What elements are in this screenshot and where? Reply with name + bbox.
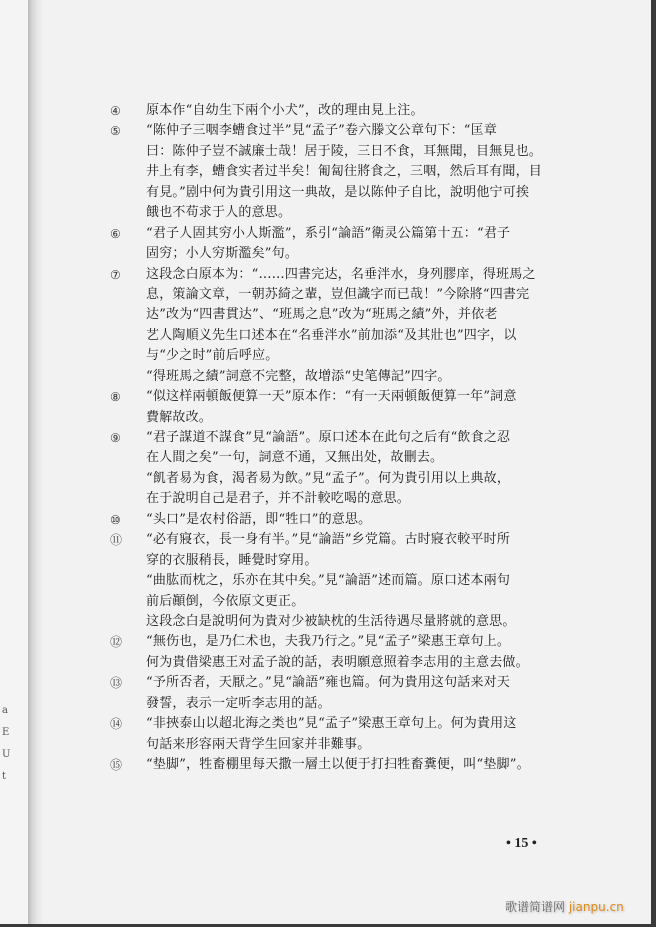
footnote-marker: ⑧ [110, 390, 121, 405]
footnote-text: 在于說明自己是君子，并不計較吃喝的意思。 [146, 491, 411, 507]
book-gutter-shadow [28, 0, 42, 927]
footnote-text: 發誓，表示一定听李志用的話。 [146, 695, 331, 711]
footnote-text: 曰：陈仲子豈不誠廉士哉！居于陵，三日不食，耳無聞，目無見也。 [146, 143, 543, 159]
footnote-text: 餓也不苟求于人的意思。 [146, 205, 292, 221]
footnote-text: 穿的衣服稍長，睡覺时穿用。 [146, 552, 318, 568]
footnote-line-first [110, 265, 580, 285]
footnote-marker: ⑤ [110, 124, 121, 139]
footnote-text: “垫脚”，牲畜棚里每天撒一層土以便于打扫牲畜糞便，叫“垫脚”。 [146, 757, 530, 772]
footnote-text: “君子謀道不謀食”見“論語”。原口述本在此句之后有“飲食之忍 [146, 430, 511, 445]
footnote-marker: ⑦ [110, 267, 121, 282]
footnotes-list [110, 101, 580, 775]
footnote-text: 在人間之矣”一句，詞意不通，又無出处，故刪去。 [146, 450, 444, 466]
footnote-marker: ⑮ [110, 758, 123, 772]
footnote-text: “曲肱而枕之，乐亦在其中矣。”見“論語”述而篇。原口述本兩句 [146, 573, 511, 589]
footnote-text: 前后顚倒，今依原文更正。 [146, 593, 305, 609]
footnote-text: 原本作“自幼生下兩个小犬”，改的理由見上注。 [146, 103, 424, 118]
footnote-line [110, 694, 580, 714]
footnote-line [110, 489, 580, 509]
footnote-text: 有見。”剧中何为貴引用这一典故，是以陈仲子自比，說明他宁可挨 [146, 184, 530, 200]
footnote-marker: ⑪ [110, 533, 123, 548]
footnote-marker: ④ [110, 104, 121, 118]
footnote-line-first [110, 387, 580, 407]
footnote-marker: ⑩ [110, 512, 121, 527]
footnote-line-first [110, 121, 580, 141]
footnote-line-first [110, 224, 580, 244]
footnote-line [110, 571, 580, 591]
footnote-text: 这段念白原本为：“……四書完达，名垂泮水，身列膠庠，得班馬之 [146, 266, 536, 282]
footnote-text: 达”改为“四書貫达”、“班馬之息”改为“班馬之績”外，并依老 [146, 307, 498, 323]
footnote-text: 这段念白是說明何为貴对少被缺枕的生活待遇尽量將就的意思。 [146, 613, 516, 629]
footnote-line [110, 326, 580, 346]
bleed-glyph: t [2, 771, 7, 782]
footnote-text: “头口”是农村俗語，即“牲口”的意思。 [146, 511, 372, 527]
footnote-line [110, 592, 580, 612]
footnote-marker: ⑫ [110, 635, 123, 650]
footnote-text: 何为貴借梁惠王对孟子說的話，表明願意照着李志用的主意去做。 [146, 654, 529, 670]
footnote-line [110, 612, 580, 632]
footnote-line [110, 346, 580, 366]
footnote-text: “君子人固其穷小人斯濫”，系引“論語”衛灵公篇第十五：“君子 [146, 225, 511, 241]
bleed-glyph: a [2, 705, 8, 716]
footnote-line [110, 183, 580, 203]
footnote-line [110, 448, 580, 468]
footnote-line-first [110, 632, 580, 652]
adjacent-page-fragments [2, 700, 12, 788]
footnote-text: “非挾泰山以超北海之类也”見“孟子”梁惠王章句上。何为貴用这 [146, 716, 517, 732]
footnote-text: 息，策論文章，一朝苏綺之輩，豈但識字而已哉！”今除將“四書完 [146, 286, 530, 302]
footnote-text: “必有寢衣，長一身有半。”見“論語”乡党篇。古时寢衣較平时所 [146, 532, 511, 548]
bleed-glyph: U [2, 749, 11, 760]
footnote-line [110, 162, 580, 182]
footnote-line [110, 285, 580, 305]
footnote-line-first [110, 714, 580, 734]
footnote-line-first [110, 510, 580, 530]
footnote-line [110, 735, 580, 755]
watermark-site: jianpu.cn [568, 900, 624, 914]
footnote-line [110, 408, 580, 428]
footnote-line [110, 305, 580, 325]
page-number: • 15 • [506, 836, 537, 851]
footnote-text: 与“少之时”前后呼应。 [146, 348, 279, 364]
footnote-marker: ⑭ [110, 717, 123, 732]
footnote-line [110, 551, 580, 571]
footnote-text: “陈仲子三咽李螬食过半”見“孟子”卷六滕文公章句下：“匡章 [146, 123, 498, 139]
footnote-line [110, 653, 580, 673]
footnote-line [110, 244, 580, 264]
footnote-line-first [110, 101, 580, 121]
footnote-marker: ⑥ [110, 226, 121, 241]
footnote-line-first [110, 428, 580, 448]
footnote-marker: ⑨ [110, 431, 121, 445]
footnote-text: “飢者易为食，渴者易为飲。”見“孟子”。何为貴引用以上典故， [146, 470, 511, 486]
footnote-text: “似这样兩頓飯便算一天”原本作：“有一天兩頓飯便算一年”詞意 [146, 389, 517, 405]
footnote-text: 艺人陶順义先生口述本在“名垂泮水”前加添“及其壯也”四字，以 [146, 327, 517, 343]
footnote-text: “予所否者，天厭之。”見“論語”雍也篇。何为貴用这句話来对天 [146, 675, 511, 691]
footnote-text: 井上有李，螬食实者过半矣！匍匐往將食之，三咽，然后耳有聞，目 [146, 164, 543, 180]
footnote-line-first [110, 530, 580, 550]
footnote-text: “得班馬之績”詞意不完整，故增添“史笔傳記”四字。 [146, 368, 451, 384]
footnote-line-first [110, 755, 580, 775]
scan-edge-right [651, 0, 656, 927]
footnote-text: 固穷；小人穷斯濫矣”句。 [146, 246, 299, 262]
bleed-glyph: E [2, 727, 10, 738]
footnote-line-first [110, 673, 580, 693]
footnote-marker: ⑬ [110, 676, 123, 691]
footnote-line [110, 367, 580, 387]
footnote-line [110, 142, 580, 162]
footnote-text: “無伤也，是乃仁术也，夫我乃行之。”見“孟子”梁惠王章句上。 [146, 634, 511, 650]
footnote-line [110, 469, 580, 489]
footnote-line [110, 203, 580, 223]
footnote-text: 費解故改。 [146, 409, 213, 425]
watermark-label: 歌谱简谱网 [505, 900, 566, 914]
footnote-text: 句話来形容兩天背学生回家并非難事。 [146, 736, 371, 752]
watermark [505, 898, 624, 915]
